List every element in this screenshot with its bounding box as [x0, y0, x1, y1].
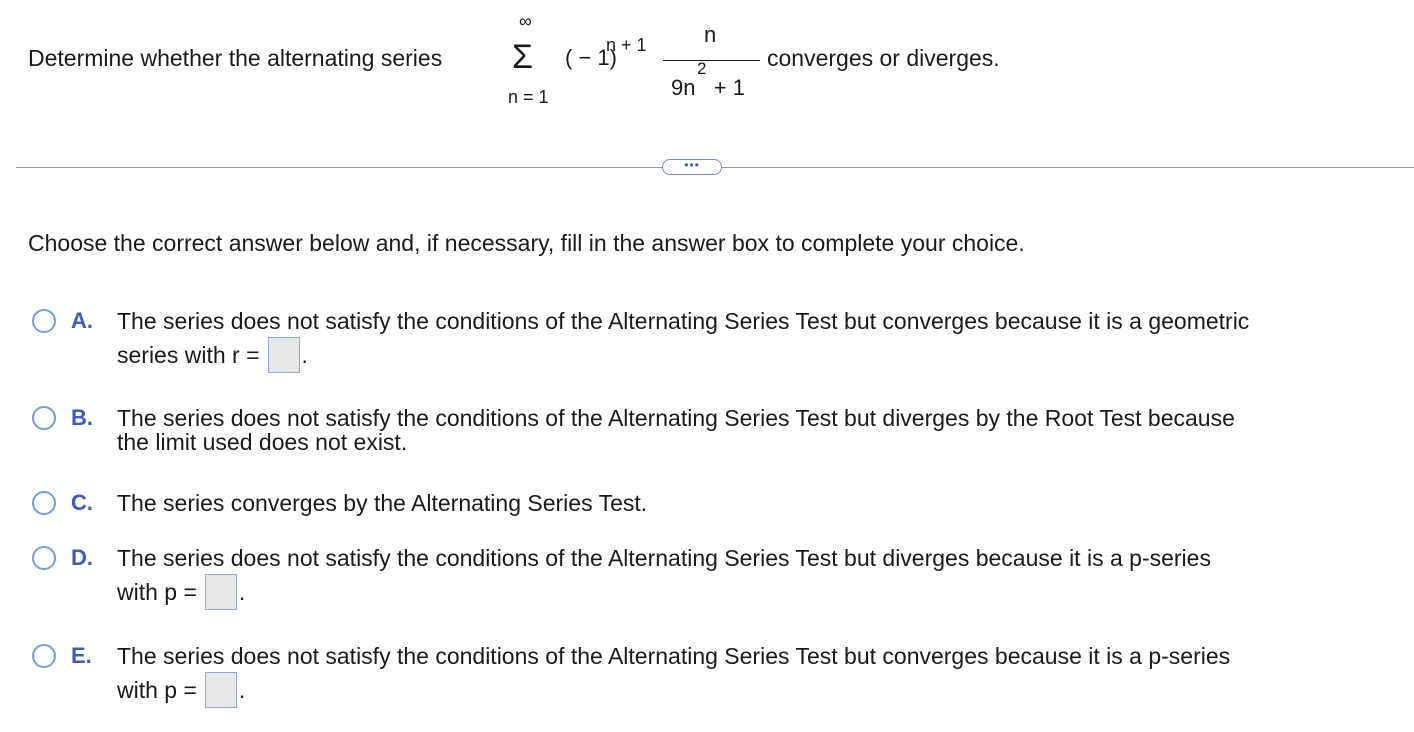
option-b-text-line2: the limit used does not exist. [117, 429, 408, 455]
answer-box-p-converges[interactable] [205, 672, 237, 708]
option-e-suffix: . [238, 677, 246, 704]
option-a-suffix: . [301, 342, 308, 369]
instruction-text: Choose the correct answer below and, if necessary, fill in the answer box to complete your choice. [28, 230, 1025, 256]
option-letter-c: C. [71, 490, 93, 515]
answer-box-r[interactable] [268, 337, 300, 373]
option-e-text-line1: The series does not satisfy the conditions of the Alternating Series Test but converges because it is a p-series [117, 643, 1231, 669]
question-prompt [0, 0, 1414, 140]
option-b-text-line1: The series does not satisfy the conditions of the Alternating Series Test but diverges by the Root Test because [117, 405, 1235, 431]
radio-button-e[interactable] [32, 644, 56, 668]
option-c-text-line1: The series converges by the Alternating Series Test. [117, 490, 648, 516]
option-a-text-line1: The series does not satisfy the conditions of the Alternating Series Test but converges because it is a geometric [117, 308, 1250, 334]
fraction-bar [663, 60, 760, 61]
fraction-numerator: n [704, 22, 717, 47]
option-letter-a: A. [71, 308, 93, 333]
sum-lower-limit: n = 1 [508, 87, 549, 107]
option-d-text-line1: The series does not satisfy the conditions of the Alternating Series Test but diverges because it is a p-series [117, 545, 1211, 571]
radio-button-a[interactable] [32, 309, 56, 333]
radio-button-b[interactable] [32, 406, 56, 430]
expand-more-button[interactable]: ••• [662, 159, 722, 175]
fraction-denominator: 9n + 1 [671, 75, 746, 100]
answer-box-p-diverges[interactable] [205, 574, 237, 610]
option-letter-e: E. [71, 643, 92, 668]
option-d-suffix: . [238, 579, 246, 606]
option-e-text-line2 [117, 674, 245, 710]
denominator-exponent: 2 [697, 59, 707, 78]
question-suffix-text: converges or diverges. [767, 45, 1000, 71]
sum-upper-limit: ∞ [519, 11, 532, 31]
summation-symbol: Σ [512, 38, 534, 76]
radio-button-c[interactable] [32, 491, 56, 515]
option-letter-d: D. [71, 545, 93, 570]
option-letter-b: B. [71, 405, 93, 430]
question-prefix-text: Determine whether the alternating series [28, 45, 443, 71]
option-a-prefix: series with r = [117, 342, 260, 369]
option-e-prefix: with p = [117, 677, 197, 704]
series-term-base: ( − 1) [565, 45, 617, 70]
radio-button-d[interactable] [32, 546, 56, 570]
option-d-text-line2 [117, 576, 245, 612]
option-d-prefix: with p = [117, 579, 197, 606]
series-term-exponent: n + 1 [606, 35, 647, 55]
option-a-text-line2 [117, 339, 308, 375]
